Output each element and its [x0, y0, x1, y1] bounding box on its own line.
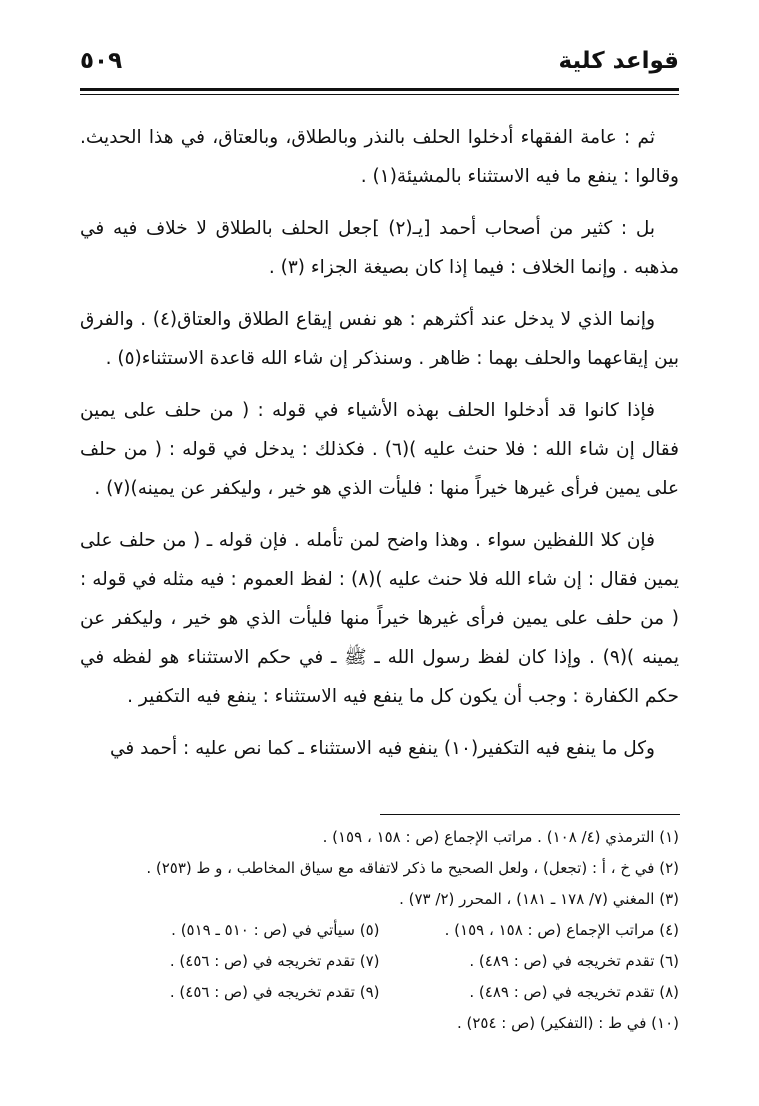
- footnote-row: [80, 977, 679, 1008]
- running-title: قواعد كلية: [558, 48, 679, 74]
- footnote: (٢) في خ ، أ : (تجعل) ، ولعل الصحيح ما ذكر لاتفاقه مع سياق المخاطب ، و ط (٢٥٣) .: [146, 859, 679, 877]
- footnote: (٦) تقدم تخريجه في (ص : ٤٨٩) .: [469, 952, 679, 970]
- header-rule-thin: [80, 94, 679, 95]
- paragraph: وإنما الذي لا يدخل عند أكثرهم : هو نفس إيقاع الطلاق والعتاق(٤) . والفرق بين إيقاعهما والحلف بهما : ظاهر . وسنذكر إن شاء الله قاعدة الاستثناء(٥) .: [80, 309, 679, 369]
- page-number: ٥٠٩: [80, 48, 123, 74]
- footnote: (٨) تقدم تخريجه في (ص : ٤٨٩) .: [469, 983, 679, 1001]
- footnote: (١) الترمذي (٤/ ١٠٨) . مراتب الإجماع (ص : ١٥٨ ، ١٥٩) .: [322, 828, 679, 846]
- main-text: [80, 118, 679, 781]
- header-rule: [80, 88, 679, 91]
- paragraph: فإن كلا اللفظين سواء . وهذا واضح لمن تأمله . فإن قوله ـ ( من حلف على يمين فقال : إن شاء الله فلا حنث عليه )(٨) : لفظ العموم : فيه مثله في قوله : ( من حلف على يمين فرأى غيرها خيراً منها فليأت الذي هو خير ، وليكفر عن يمينه )(٩) . وإذا كان لفظ رسول الله ـ ﷺ ـ في حكم الاستثناء هو لفظه في حكم الكفارة : وجب أن يكون كل ما ينفع فيه الاستثناء : ينفع فيه التكفير .: [80, 530, 679, 707]
- footnote-row: [80, 946, 679, 977]
- footnotes: [80, 822, 679, 1039]
- footnote: (٤) مراتب الإجماع (ص : ١٥٨ ، ١٥٩) .: [444, 921, 679, 939]
- footnote-row: [80, 915, 679, 946]
- paragraph: فإذا كانوا قد أدخلوا الحلف بهذه الأشياء في قوله : ( من حلف على يمين فقال إن شاء الله : فلا حنث عليه )(٦) . فكذلك : يدخل في قوله : ( من حلف على يمين فرأى غيرها خيراً منها : فليأت الذي هو خير ، وليكفر عن يمينه)(٧) .: [80, 400, 679, 499]
- paragraph: وكل ما ينفع فيه التكفير(١٠) ينفع فيه الاستثناء ـ كما نص عليه : أحمد في: [109, 738, 655, 759]
- footnote: (٧) تقدم تخريجه في (ص : ٤٥٦) .: [169, 952, 380, 970]
- footnote: (٥) سيأتي في (ص : ٥١٠ ـ ٥١٩) .: [171, 921, 380, 939]
- paragraph: بل : كثير من أصحاب أحمد [يـ(٢) ]جعل الحلف بالطلاق لا خلاف فيه في مذهبه . وإنما الخلاف : فيما إذا كان بصيغة الجزاء (٣) .: [80, 218, 679, 278]
- footnote: (١٠) في ط : (التفكير) (ص : ٢٥٤) .: [456, 1014, 679, 1032]
- footnote-separator: [380, 814, 680, 815]
- page-header: [80, 44, 679, 80]
- paragraph: ثم : عامة الفقهاء أدخلوا الحلف بالنذر وبالطلاق، وبالعتاق، في هذا الحديث. وقالوا : ينفع ما فيه الاستثناء بالمشيئة(١) .: [80, 127, 679, 187]
- footnote: (٣) المغني (٧/ ١٧٨ ـ ١٨١) ، المحرر (٢/ ٧٣) .: [399, 890, 679, 908]
- footnote: (٩) تقدم تخريجه في (ص : ٤٥٦) .: [169, 983, 380, 1001]
